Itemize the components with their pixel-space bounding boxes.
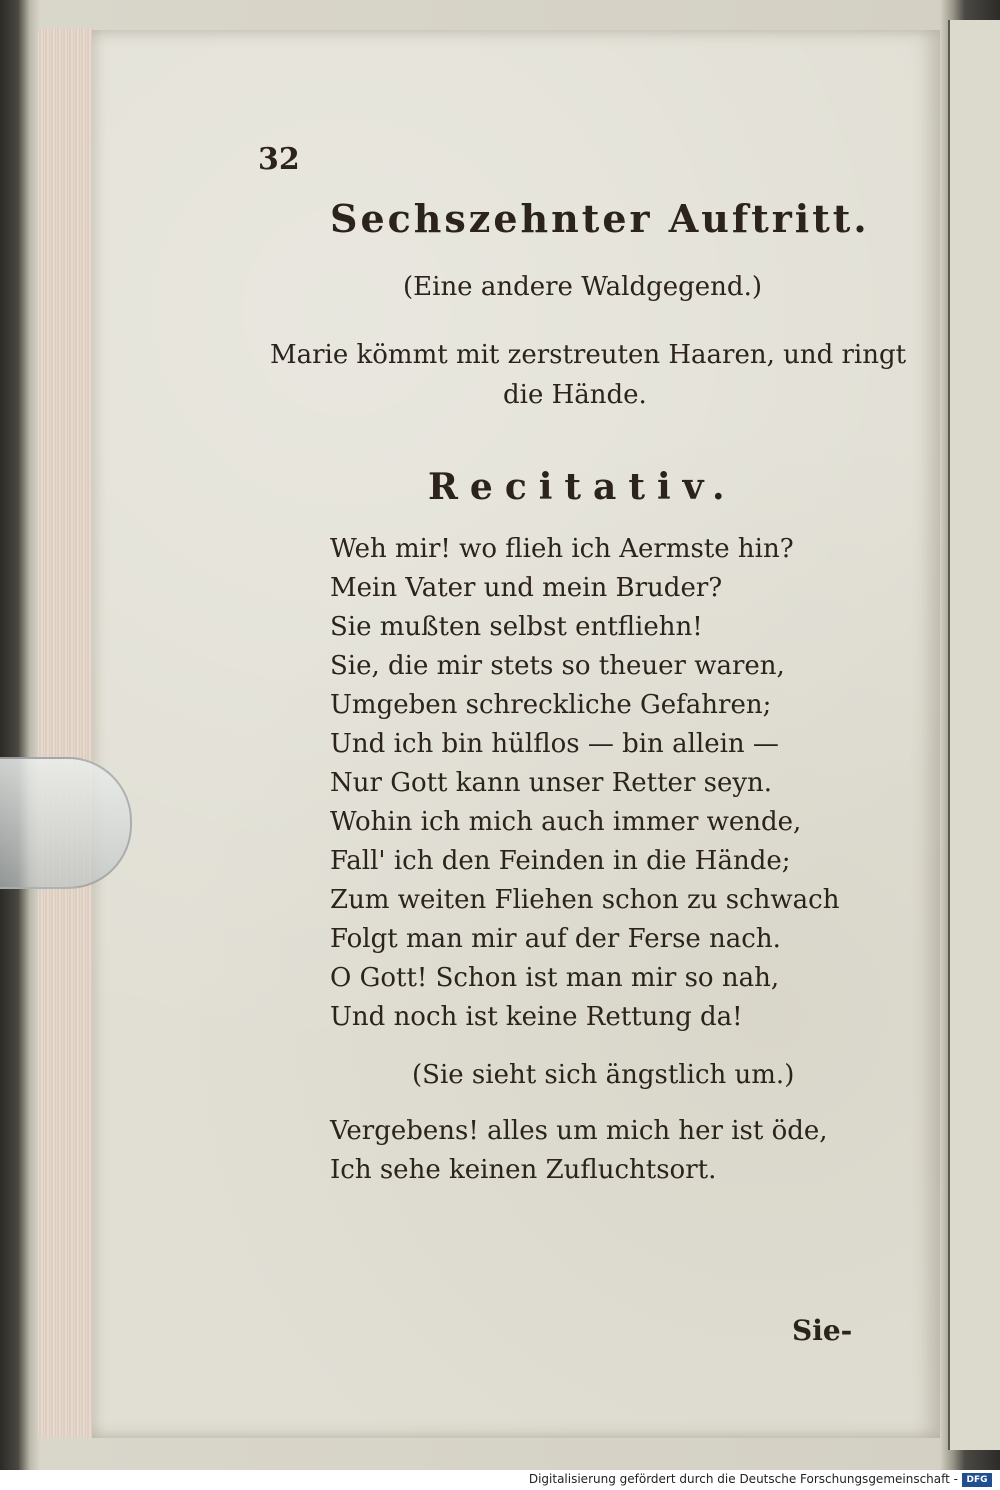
verse-line: Folgt man mir auf der Ferse nach. [330, 924, 781, 954]
verse-line: Und ich bin hülflos — bin allein — [330, 729, 779, 759]
page-clip [0, 757, 132, 889]
verse-line: Zum weiten Fliehen schon zu schwach [330, 885, 840, 915]
stage-direction-entrance-line-1: Marie kömmt mit zerstreuten Haaren, und ringt [270, 340, 907, 370]
verse-line: Vergebens! alles um mich her ist öde, [330, 1116, 828, 1146]
digitization-footer [0, 1470, 1000, 1490]
verse-line: Umgeben schreckliche Gefahren; [330, 690, 772, 720]
verse-line: Nur Gott kann unser Retter seyn. [330, 768, 773, 798]
verse-line: Und noch ist keine Rettung da! [330, 1002, 743, 1032]
stage-direction-action: (Sie sieht sich ängstlich um.) [412, 1060, 795, 1090]
stage-direction-setting: (Eine andere Waldgegend.) [403, 272, 762, 302]
page-edges [38, 28, 96, 1438]
verse-line: Weh mir! wo flieh ich Aermste hin? [330, 534, 794, 564]
verse-line: O Gott! Schon ist man mir so nah, [330, 963, 780, 993]
verse-line: Mein Vater und mein Bruder? [330, 573, 723, 603]
verse-line: Wohin ich mich auch immer wende, [330, 807, 802, 837]
verse-line: Sie mußten selbst entfliehn! [330, 612, 703, 642]
page-number: 32 [258, 142, 300, 177]
section-heading: Recitativ. [428, 466, 737, 508]
catchword: Sie- [792, 1314, 853, 1347]
verse-line: Fall' ich den Feinden in die Hände; [330, 846, 791, 876]
stage-direction-entrance-line-2: die Hände. [503, 380, 647, 410]
verse-line: Ich sehe keinen Zufluchtsort. [330, 1155, 717, 1185]
verse-line: Sie, die mir stets so theuer waren, [330, 651, 785, 681]
dfg-logo-icon: DFG [962, 1473, 992, 1487]
scene-title: Sechszehnter Auftritt. [330, 196, 870, 241]
funding-credit: Digitalisierung gefördert durch die Deutsche Forschungsgemeinschaft - [528, 1472, 958, 1486]
facing-page-edge [948, 20, 1000, 1450]
